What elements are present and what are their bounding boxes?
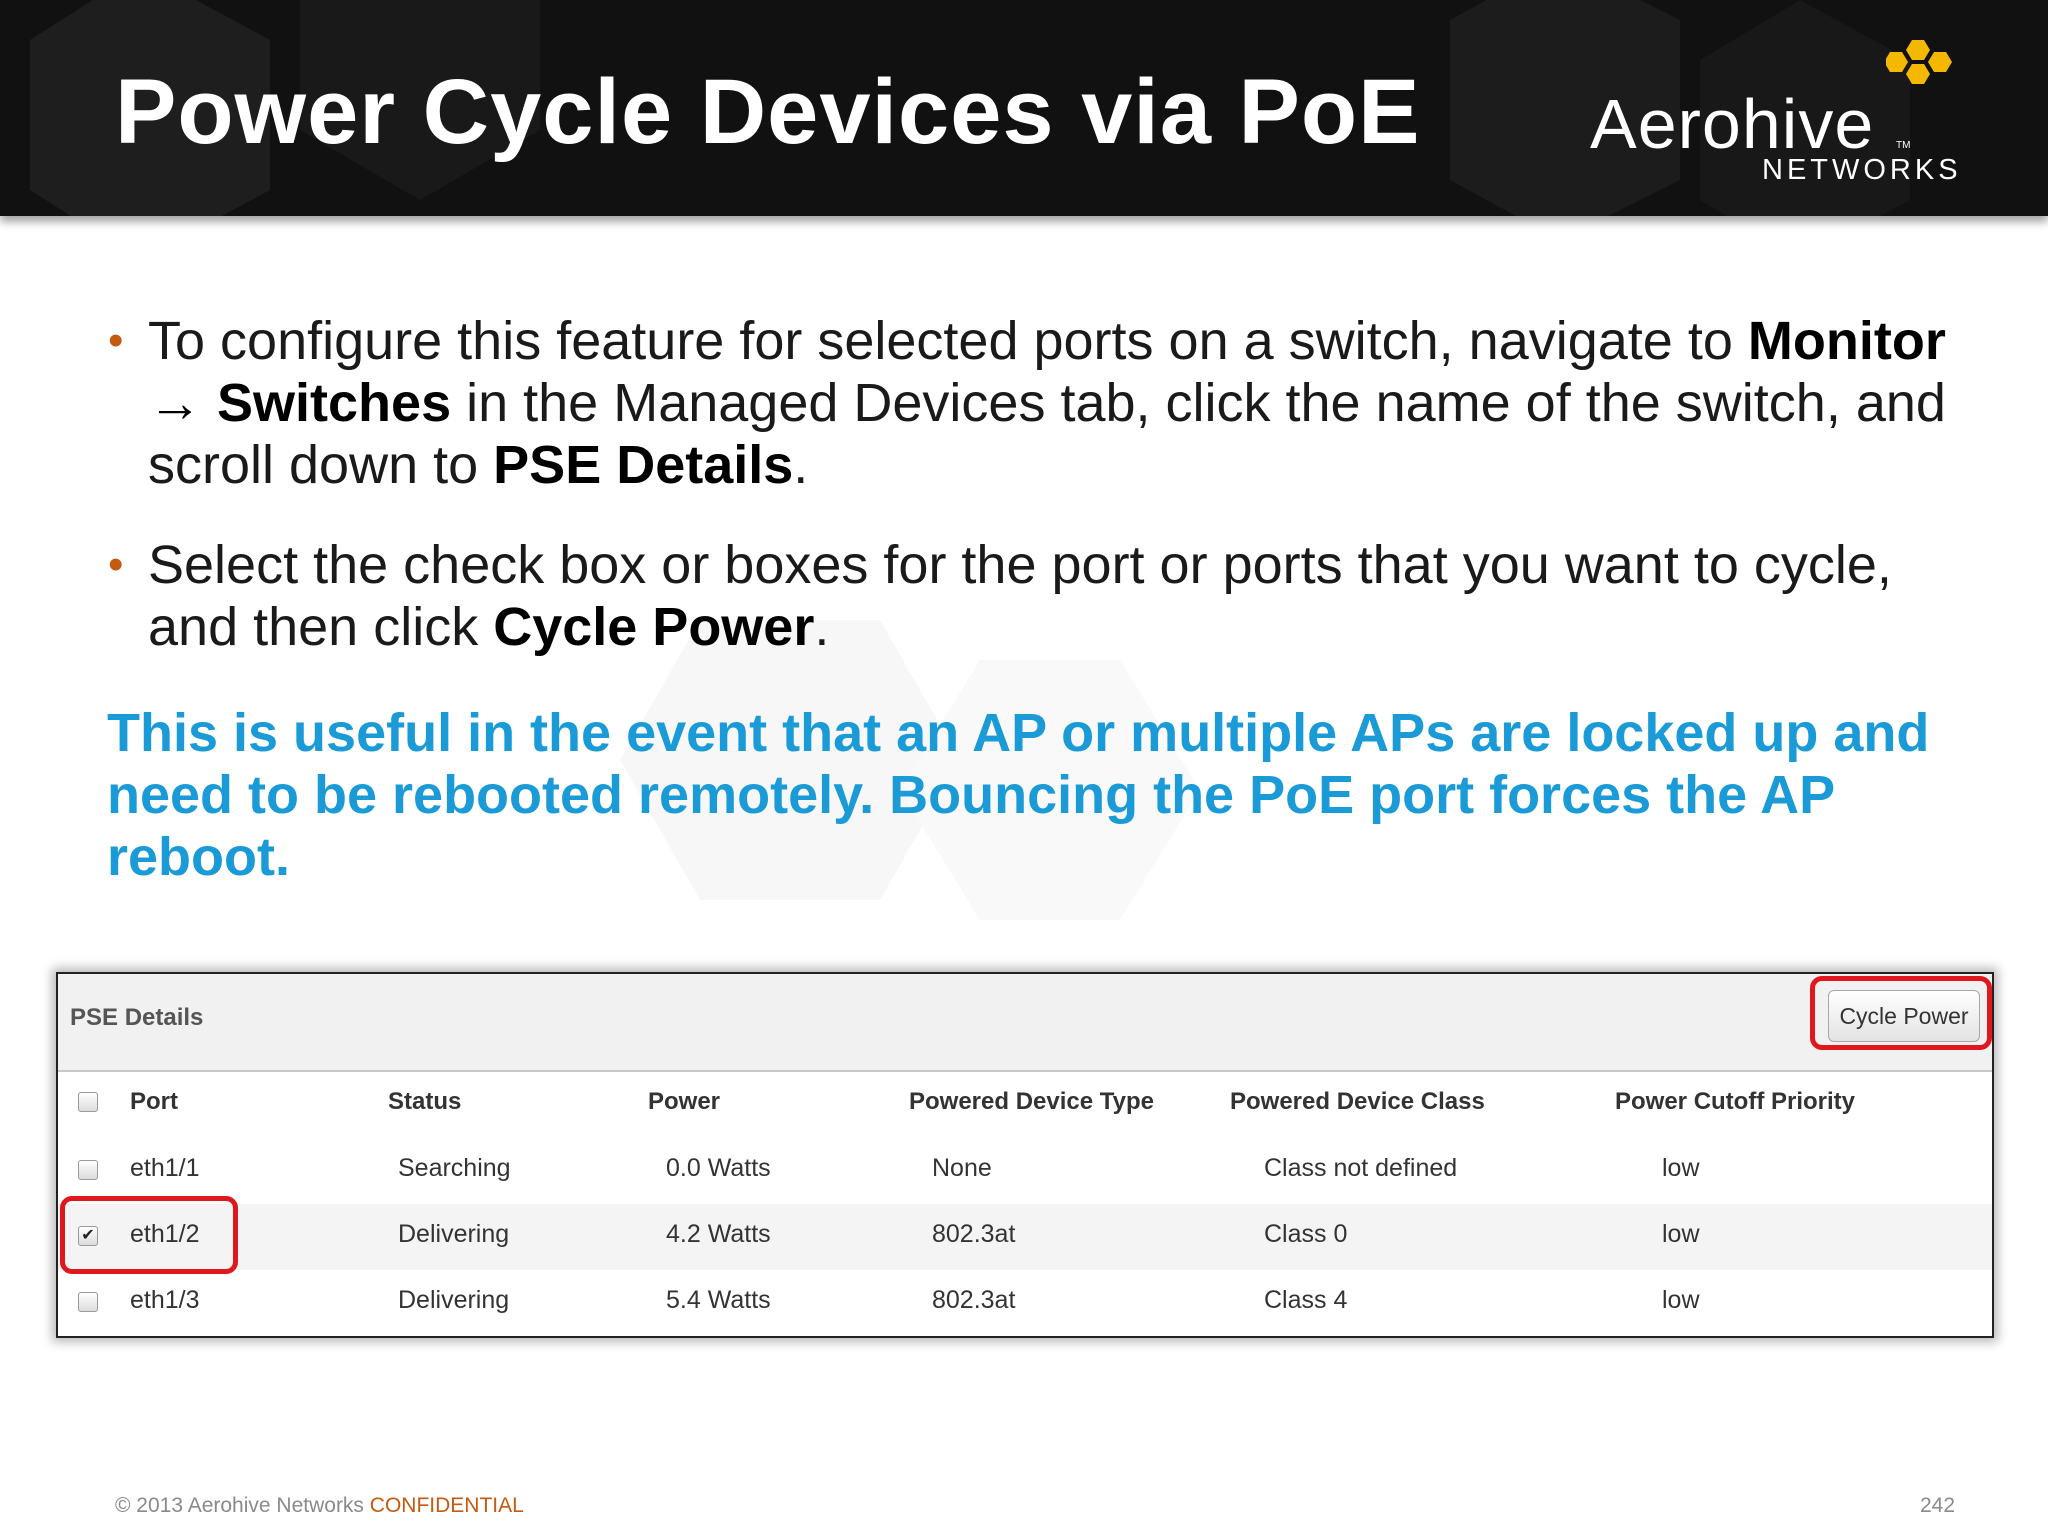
bullet-text: To configure this feature for selected ports on a switch, navigate to [148, 311, 1748, 371]
table-row[interactable] [58, 1138, 1992, 1204]
column-header-device-type: Powered Device Type [909, 1088, 1154, 1115]
bold-switches: Switches [217, 373, 452, 433]
cell-device-class: Class 4 [1264, 1286, 1348, 1314]
bullet-list [108, 310, 1948, 696]
bold-pse-details: PSE Details [493, 435, 794, 495]
cell-status: Delivering [398, 1220, 510, 1248]
cell-port: eth1/1 [130, 1154, 200, 1182]
select-all-checkbox[interactable] [78, 1092, 98, 1112]
arrow-icon: → [148, 373, 202, 433]
bullet-item-select [108, 534, 1948, 658]
cell-power: 5.4 Watts [666, 1286, 771, 1314]
row-checkbox-checked[interactable]: ✔ [78, 1226, 98, 1246]
panel-title: PSE Details [70, 1004, 204, 1031]
cell-device-type: 802.3at [932, 1220, 1016, 1248]
cell-status: Searching [398, 1154, 511, 1182]
bullet-text: . [814, 597, 830, 657]
footer-copyright [115, 1494, 524, 1518]
table-row[interactable] [58, 1270, 1992, 1336]
bullet-dot-icon: • [108, 316, 124, 365]
bullet-dot-icon: • [108, 540, 124, 589]
column-header-status: Status [388, 1088, 462, 1115]
bold-monitor: Monitor [1747, 311, 1946, 371]
logo-subtitle: NETWORKS [1762, 154, 1962, 186]
cell-device-class: Class not defined [1264, 1154, 1458, 1182]
column-header-device-class: Powered Device Class [1230, 1088, 1485, 1115]
highlight-eth1-2 [60, 1196, 238, 1274]
cell-power: 4.2 Watts [666, 1220, 771, 1248]
column-header-cutoff-priority: Power Cutoff Priority [1615, 1088, 1856, 1115]
logo-trademark: TM [1896, 140, 1911, 151]
cell-port: eth1/2 [130, 1220, 200, 1248]
pse-details-panel [56, 972, 1994, 1338]
column-header-power: Power [648, 1088, 721, 1115]
column-header-port: Port [130, 1088, 178, 1115]
cell-device-type: None [932, 1154, 992, 1182]
bullet-text: . [793, 435, 809, 495]
aerohive-logo [1590, 36, 1970, 196]
cell-port: eth1/3 [130, 1286, 200, 1314]
cell-device-type: 802.3at [932, 1286, 1016, 1314]
highlight-cycle-power [1810, 976, 1992, 1050]
title-bar [0, 0, 2048, 216]
table-row[interactable] [58, 1204, 1992, 1270]
honeycomb-icon [1886, 38, 1966, 118]
bullet-text: in the Managed Devices tab, click the name of the switch, and scroll down to [148, 373, 1946, 495]
cell-priority: low [1662, 1220, 1700, 1248]
cycle-power-button[interactable]: Cycle Power [1828, 990, 1980, 1042]
cell-status: Delivering [398, 1286, 510, 1314]
cell-device-class: Class 0 [1264, 1220, 1348, 1248]
panel-header [58, 974, 1992, 1072]
row-checkbox[interactable] [78, 1292, 98, 1312]
bold-cycle-power: Cycle Power [493, 597, 815, 657]
copyright-text: © 2013 Aerohive Networks [115, 1494, 370, 1517]
cell-power: 0.0 Watts [666, 1154, 771, 1182]
bullet-text: Select the check box or boxes for the port or ports that you want to cycle, and then click [148, 535, 1892, 657]
confidential-label: CONFIDENTIAL [369, 1494, 524, 1517]
cell-priority: low [1662, 1154, 1700, 1182]
cell-priority: low [1662, 1286, 1700, 1314]
callout-text: This is useful in the event that an AP or multiple APs are locked up and need to be rebooted remotely. Bouncing the PoE port forces the AP reboot. [107, 703, 1930, 887]
slide-title: Power Cycle Devices via PoE [115, 61, 1421, 163]
page-number: 242 [1920, 1494, 1956, 1517]
logo-wordmark: Aerohive [1590, 85, 1875, 163]
bullet-item-navigate [108, 310, 1948, 496]
row-checkbox[interactable] [78, 1160, 98, 1180]
